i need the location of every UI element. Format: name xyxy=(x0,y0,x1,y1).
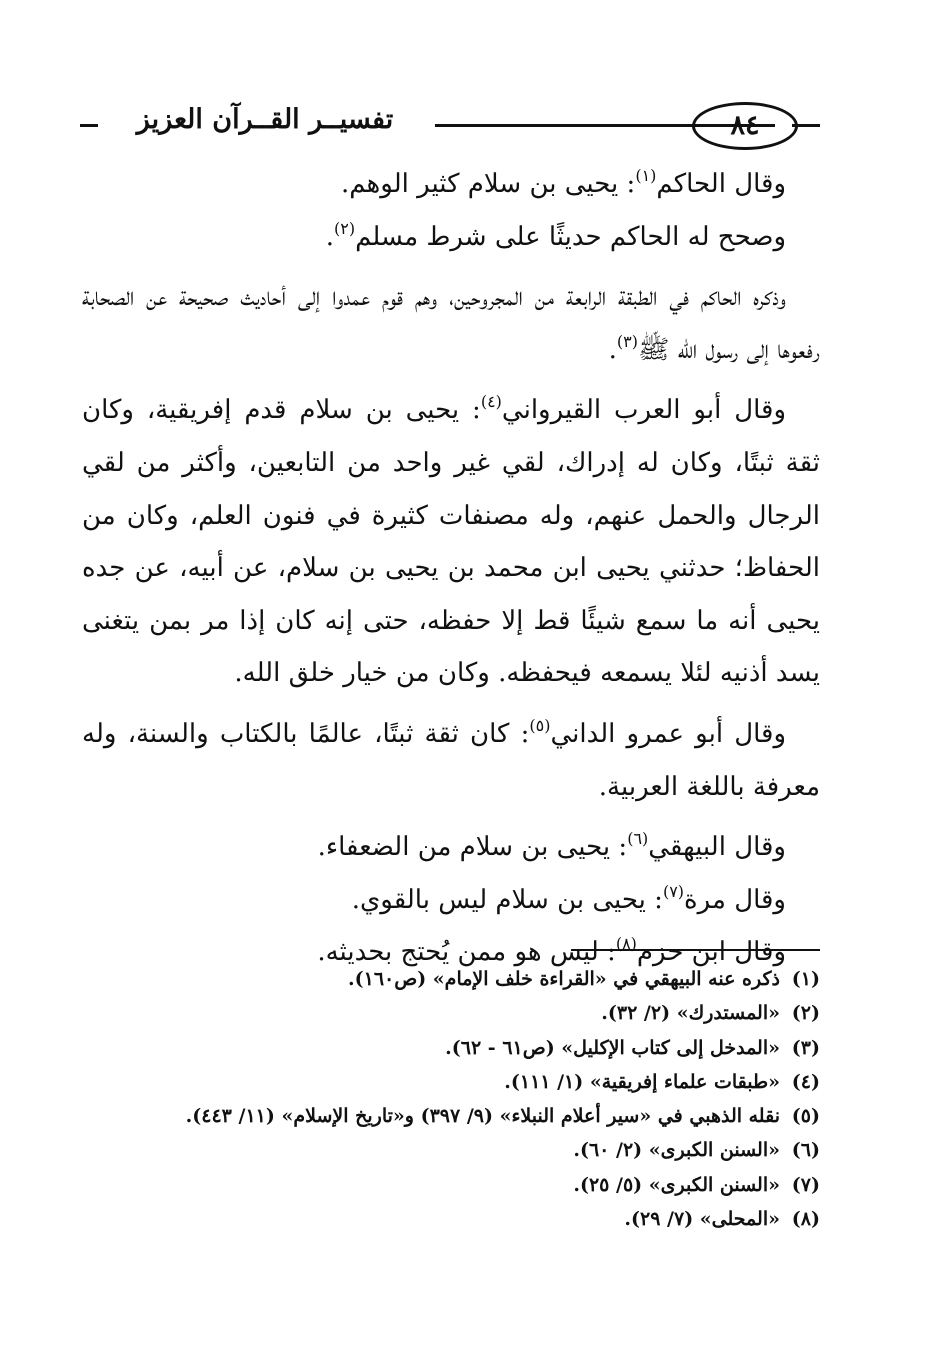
paragraph-text: وقال ابن حزم xyxy=(636,937,786,968)
footnotes xyxy=(82,962,820,1236)
paragraph-text: : يحيى بن سلام من الضعفاء. xyxy=(317,832,628,863)
running-title: تفسيــر القــرآن العزيز xyxy=(136,104,394,135)
paragraph xyxy=(82,821,820,874)
paragraph-text: : يحيى بن سلام ليس بالقوي. xyxy=(351,884,663,915)
paragraph-text: وقال أبو العرب القيرواني xyxy=(501,395,787,426)
footnote-number: (١) xyxy=(791,968,820,990)
paragraph-text: . xyxy=(325,221,334,252)
footnote-7 xyxy=(82,1168,820,1202)
footnote-marker: (١) xyxy=(635,166,657,185)
paragraph xyxy=(82,384,820,700)
paragraph-text: وصحح له الحاكم حديثًا على شرط مسلم xyxy=(355,221,786,252)
footnote-1 xyxy=(82,962,820,996)
footnote-text: ذكره عنه البيهقي في «القراءة خلف الإمام» (ص١٦٠). xyxy=(348,968,780,990)
paragraph-text: وقال أبو عمرو الداني xyxy=(550,718,787,749)
footnote-2 xyxy=(82,996,820,1030)
footnote-separator xyxy=(571,949,820,951)
footnote-3 xyxy=(82,1031,820,1065)
paragraph-text: وذكره الحاكم في الطبقة الرابعة من المجروحين، وهم قوم عمدوا إلى أحاديث صحيحة عن الصحابة رفعوها إلى رسول الله ﷺ xyxy=(82,282,820,365)
paragraph-text: وقال البيهقي xyxy=(648,832,786,863)
paragraph-text: وقال مرة xyxy=(684,884,786,915)
paragraph-text: : يحيى بن سلام قدم إفريقية، وكان ثقة ثبتًا، وكان له إدراك، لقي غير واحد من التابعين، وأكثر من لقي الرجال والحمل عنهم، وله مصنفات كثيرة في فنون العلم، وكان من الحفاظ؛ حدثني يحيى ابن محمد بن يحيى بن سلام، عن أبيه، عن جده يحيى أنه ما سمع شيئًا قط إلا حفظه، حتى إنه كان إذا مر بمن يتغنى يسد أذنيه لئلا يسمعه فيحفظه. وكان من خيار خلق الله. xyxy=(82,395,820,689)
paragraph xyxy=(82,708,820,813)
footnote-text: «المحلى» (٧/ ٢٩). xyxy=(624,1208,780,1231)
paragraph-text: : كان ثقة ثبتًا، عالمًا بالكتاب والسنة، وله معرفة باللغة العربية. xyxy=(82,718,820,802)
footnote-text: «السنن الكبرى» (٥/ ٢٥). xyxy=(573,1173,780,1196)
footnote-marker: (٢) xyxy=(334,218,356,238)
footnote-marker: (٥) xyxy=(529,715,551,735)
main-text xyxy=(82,158,820,979)
footnote-text: نقله الذهبي في «سير أعلام النبلاء» (٩/ ٣٩٧) و«تاريخ الإسلام» (١١/ ٤٤٣). xyxy=(185,1105,780,1128)
footnote-number: (٤) xyxy=(791,1070,820,1093)
paragraph xyxy=(82,158,820,211)
footnote-marker: (٣) xyxy=(616,331,638,351)
footnote-marker: (٤) xyxy=(480,392,502,412)
footnote-number: (٢) xyxy=(791,1002,820,1025)
footnote-4 xyxy=(82,1065,820,1099)
paragraph xyxy=(82,211,820,264)
footnote-6 xyxy=(82,1133,820,1167)
footnote-number: (٧) xyxy=(791,1173,820,1196)
footnote-5 xyxy=(82,1099,820,1133)
footnote-marker: (٧) xyxy=(662,881,685,901)
header-rule-left xyxy=(80,124,98,127)
footnote-marker: (٨) xyxy=(615,934,637,954)
footnote-number: (٥) xyxy=(791,1105,820,1128)
footnote-text: «المستدرك» (٢/ ٣٢). xyxy=(601,1002,780,1025)
footnote-marker: (٦) xyxy=(627,829,649,849)
footnote-number: (٣) xyxy=(791,1036,820,1059)
footnote-text: «طبقات علماء إفريقية» (١/ ١١١). xyxy=(504,1070,780,1093)
footnote-number: (٦) xyxy=(791,1139,820,1162)
page-number: ٨٤ xyxy=(692,102,798,150)
page-header xyxy=(80,96,820,154)
footnote-number: (٨) xyxy=(791,1208,820,1231)
paragraph xyxy=(82,874,820,927)
paragraph-text: : ليس هو ممن يُحتج بحديثه. xyxy=(317,937,616,968)
paragraph xyxy=(82,271,820,376)
footnote-text: «السنن الكبرى» (٢/ ٦٠). xyxy=(573,1139,780,1162)
paragraph-text: : يحيى بن سلام كثير الوهم. xyxy=(340,169,636,199)
paragraph-text: . xyxy=(608,334,617,365)
header-rule-right xyxy=(792,124,820,127)
footnote-text: «المدخل إلى كتاب الإكليل» (ص٦١ - ٦٢). xyxy=(445,1036,780,1059)
footnote-8 xyxy=(82,1202,820,1236)
paragraph-text: وقال الحاكم xyxy=(656,169,786,199)
